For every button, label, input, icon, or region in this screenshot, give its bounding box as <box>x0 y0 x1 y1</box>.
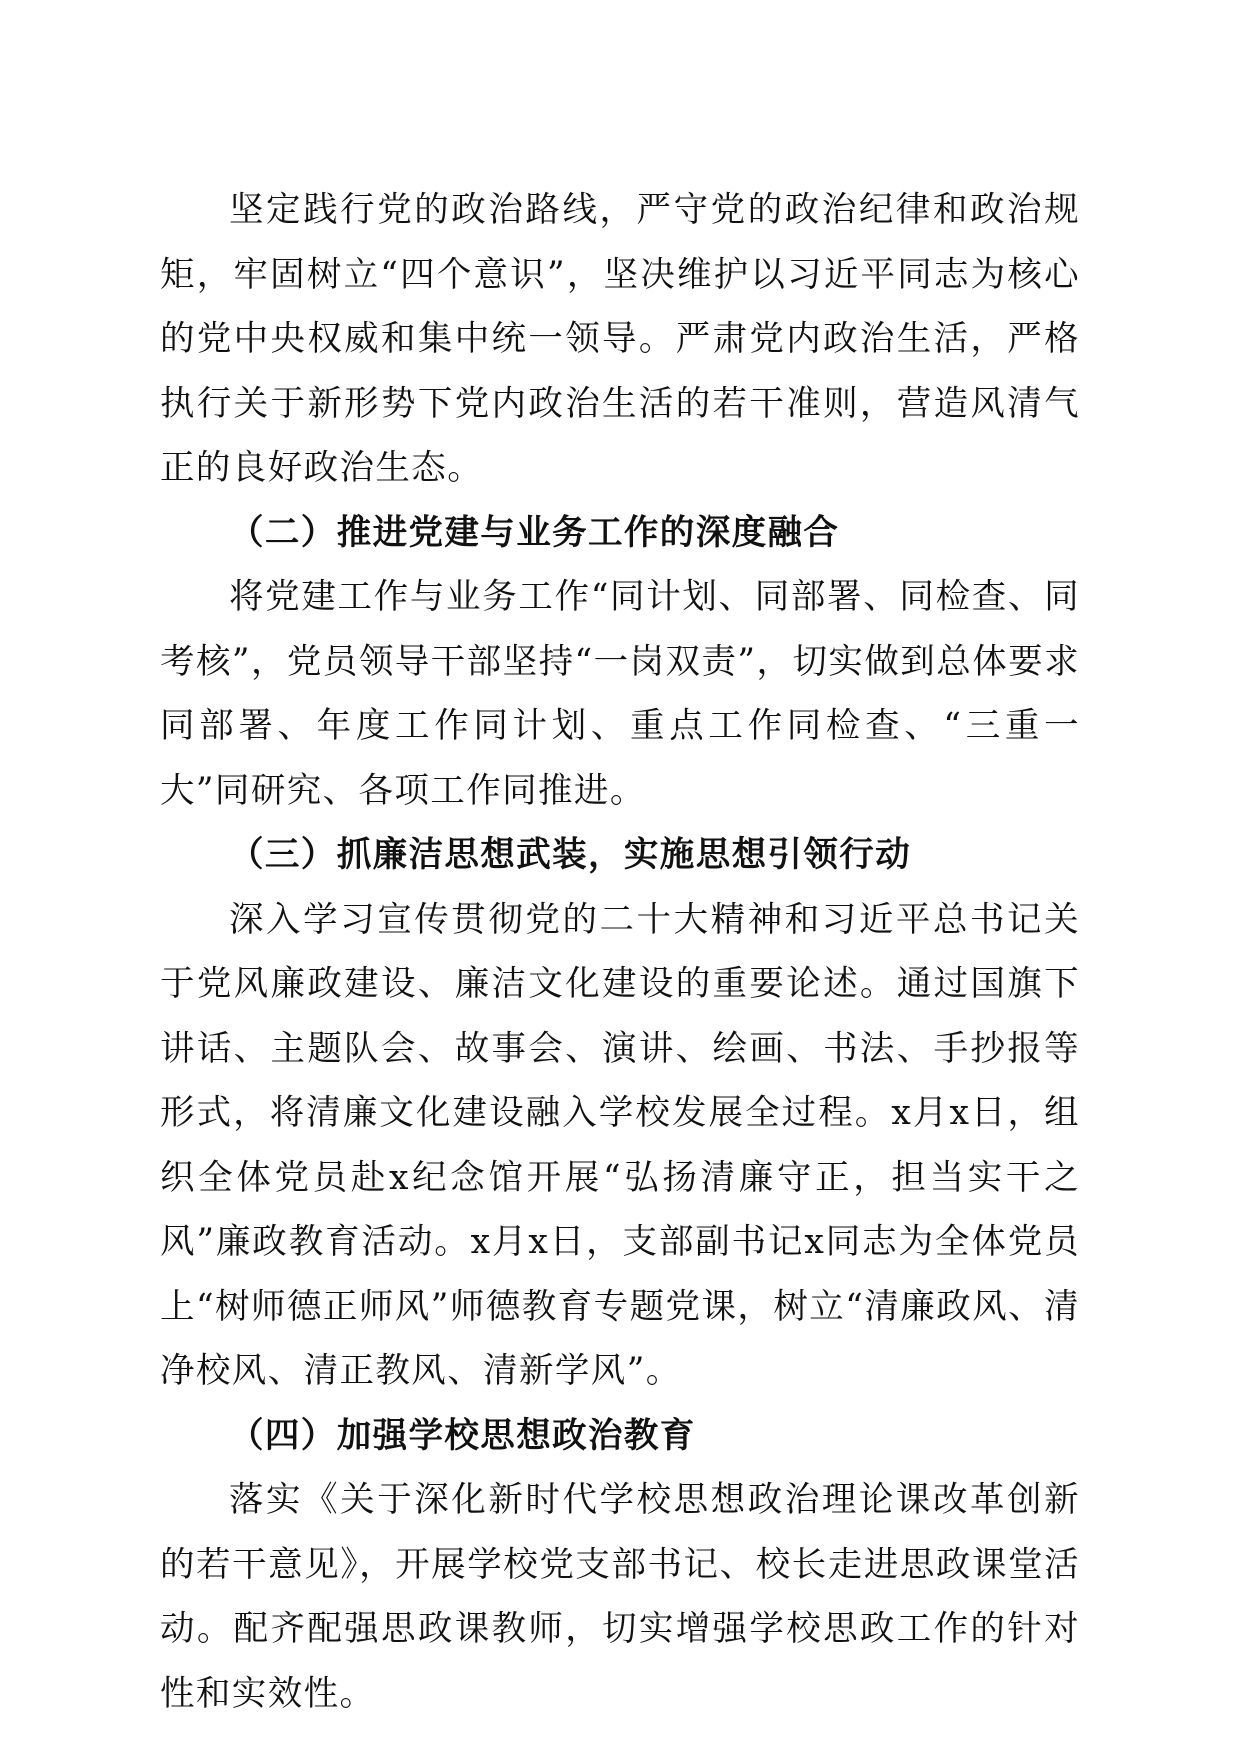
document-body <box>160 178 1080 1726</box>
paragraph-party-business-integration: 将党建工作与业务工作“同计划、同部署、同检查、同考核”，党员领导干部坚持“一岗双责”，切实做到总体要求同部署、年度工作同计划、重点工作同检查、“三重一大”同研究、各项工作同推进。 <box>160 577 1080 811</box>
paragraph-political-line: 坚定践行党的政治路线，严守党的政治纪律和政治规矩，牢固树立“四个意识”，坚决维护以习近平同志为核心的党中央权威和集中统一领导。严肃党内政治生活，严格执行关于新形势下党内政治生活的若干准则，营造风清气正的良好政治生态。 <box>160 190 1080 488</box>
paragraph-ideological-education: 落实《关于深化新时代学校思想政治理论课改革创新的若干意见》，开展学校党支部书记、校长走进思政课堂活动。配齐配强思政课教师，切实增强学校思政工作的针对性和实效性。 <box>160 1480 1080 1714</box>
section-heading-4: （四）加强学校思想政治教育 <box>229 1415 696 1456</box>
section-heading-3: （三）抓廉洁思想武装，实施思想引领行动 <box>229 835 912 875</box>
section-heading-2: （二）推进党建与业务工作的深度融合 <box>229 512 840 553</box>
paragraph-integrity-education: 深入学习宣传贯彻党的二十大精神和习近平总书记关于党风廉政建设、廉洁文化建设的重要论述。通过国旗下讲话、主题队会、故事会、演讲、绘画、书法、手抄报等形式，将清廉文化建设融入学校发展全过程。x月x日，组织全体党员赴x纪念馆开展“弘扬清廉守正，担当实干之风”廉政教育活动。x月x日，支部副书记x同志为全体党员上“树师德正师风”师德教育专题党课，树立“清廉政风、清净校风、清正教风、清新学风”。 <box>160 899 1080 1391</box>
